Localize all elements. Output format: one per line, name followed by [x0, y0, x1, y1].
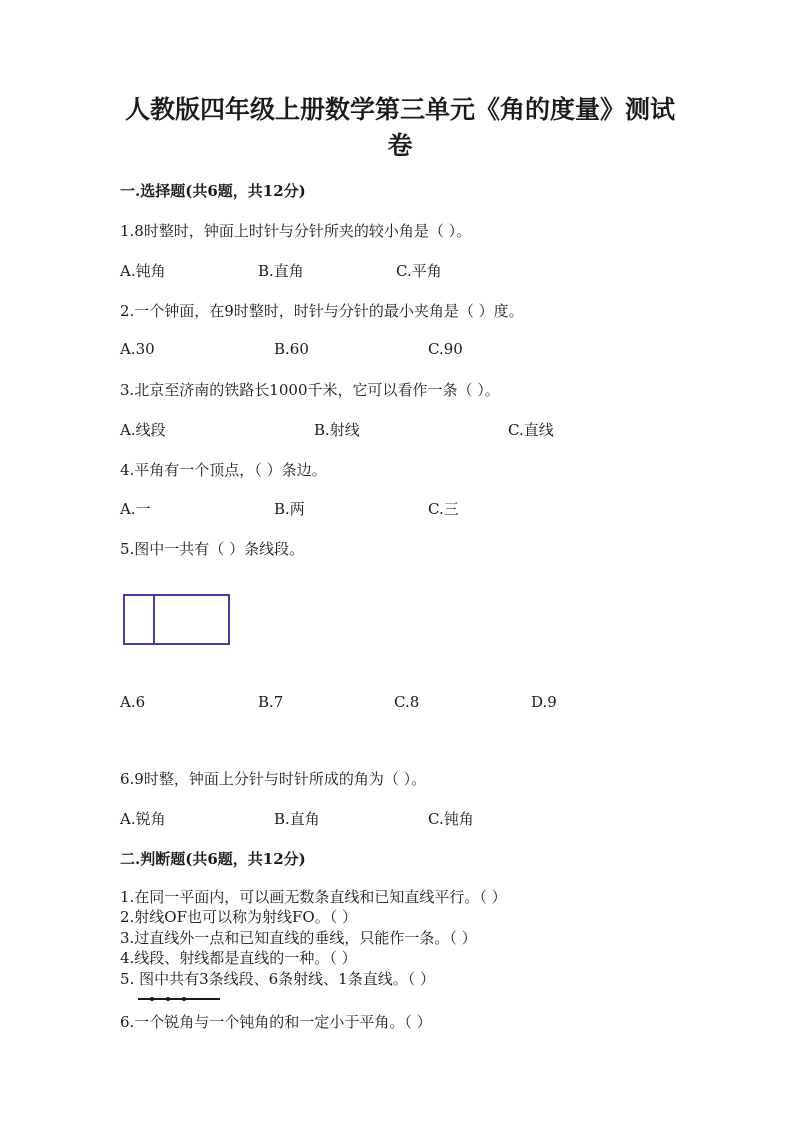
judgment-item-3: 3.过直线外一点和已知直线的垂线，只能作一条。（ ） [120, 929, 477, 947]
q2-option-a: A.30 [120, 340, 155, 358]
q1-option-b: B.直角 [258, 262, 304, 280]
section-heading-choice: 一.选择题(共6题，共12分) [120, 182, 306, 200]
point [182, 997, 186, 1001]
question-5: 5.图中一共有（ ）条线段。 [120, 540, 305, 558]
q2-option-c: C.90 [428, 340, 463, 358]
question-1: 1.8时整时，钟面上时针与分针所夹的较小角是（ ）。 [120, 222, 472, 240]
q3-option-a: A.线段 [120, 421, 166, 439]
point [150, 997, 154, 1001]
q5-option-c: C.8 [394, 693, 420, 711]
q4-option-c: C.三 [428, 500, 459, 518]
judgment-item-5: 5. 图中共有3条线段、6条射线、1条直线。（ ） [120, 970, 435, 988]
judgment-item-4: 4.线段、射线都是直线的一种。（ ） [120, 949, 357, 967]
section-heading-judgment: 二.判断题(共6题，共12分) [120, 850, 306, 868]
q1-option-c: C.平角 [396, 262, 442, 280]
page-title [120, 92, 680, 164]
point [166, 997, 170, 1001]
rectangle-segments-figure [120, 592, 234, 648]
q4-option-a: A.一 [120, 500, 151, 518]
judgment-item-2: 2.射线OF也可以称为射线FO。（ ） [120, 908, 357, 926]
q6-option-c: C.钝角 [428, 810, 474, 828]
title-line-2: 卷 [387, 131, 413, 160]
q2-option-b: B.60 [274, 340, 309, 358]
q6-option-a: A.锐角 [120, 810, 166, 828]
q3-option-b: B.射线 [314, 421, 360, 439]
q3-option-c: C.直线 [508, 421, 554, 439]
judgment-item-6: 6.一个锐角与一个钝角的和一定小于平角。（ ） [120, 1013, 432, 1031]
q5-option-b: B.7 [258, 693, 284, 711]
q1-option-a: A.钝角 [120, 262, 166, 280]
question-3: 3.北京至济南的铁路长1000千米，它可以看作一条（ ）。 [120, 381, 500, 399]
line-points-figure [138, 994, 220, 1004]
question-2: 2.一个钟面，在9时整时，时针与分针的最小夹角是（ ）度。 [120, 302, 524, 320]
question-6: 6.9时整，钟面上分针与时针所成的角为（ ）。 [120, 770, 427, 788]
judgment-item-1: 1.在同一平面内，可以画无数条直线和已知直线平行。（ ） [120, 888, 507, 906]
q5-option-a: A.6 [120, 693, 146, 711]
q5-option-d: D.9 [531, 693, 557, 711]
q4-option-b: B.两 [274, 500, 305, 518]
title-line-1: 人教版四年级上册数学第三单元《角的度量》测试 [124, 95, 675, 124]
outer-rectangle [124, 595, 229, 644]
question-4: 4.平角有一个顶点，（ ）条边。 [120, 461, 327, 479]
q6-option-b: B.直角 [274, 810, 320, 828]
